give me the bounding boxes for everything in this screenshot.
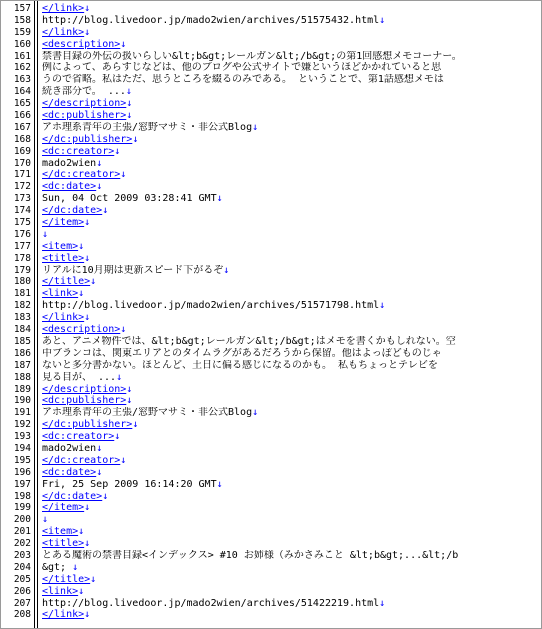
newline-marker-icon: ↓ bbox=[90, 573, 97, 585]
editor-line[interactable] bbox=[1, 443, 541, 455]
line-number: 189 bbox=[13, 383, 31, 395]
newline-marker-icon: ↓ bbox=[379, 597, 386, 609]
newline-marker-icon: ↓ bbox=[102, 205, 109, 217]
line-text: あと、アニメ物件では、&lt;b&gt;レールガン&lt;/b&gt;はメモを書くかもしれない。空 bbox=[42, 335, 456, 347]
line-text: http://blog.livedoor.jp/mado2wien/archives/51575432.html bbox=[42, 14, 380, 26]
xml-tag-text: <dc:publisher> bbox=[42, 395, 127, 407]
editor-line[interactable] bbox=[1, 146, 541, 158]
line-number: 167 bbox=[13, 121, 31, 133]
newline-marker-icon: ↓ bbox=[120, 169, 127, 181]
editor-line[interactable] bbox=[1, 479, 541, 491]
line-text: 見る目が、 ... bbox=[42, 371, 117, 383]
editor-line[interactable] bbox=[1, 562, 541, 574]
line-number: 163 bbox=[13, 74, 31, 86]
line-number: 198 bbox=[13, 490, 31, 502]
newline-marker-icon: ↓ bbox=[78, 585, 85, 597]
editor-line[interactable] bbox=[1, 348, 541, 360]
line-number: 207 bbox=[13, 597, 31, 609]
line-text: 例によって、あらすじなどは、他のブログや公式サイトで嫌というほどかかれていると思 bbox=[42, 62, 442, 74]
editor-line[interactable] bbox=[1, 253, 541, 265]
editor-line[interactable] bbox=[1, 609, 541, 621]
newline-marker-icon: ↓ bbox=[78, 240, 85, 252]
editor-line[interactable] bbox=[1, 574, 541, 586]
newline-marker-icon: ↓ bbox=[84, 609, 91, 621]
editor-line[interactable] bbox=[1, 526, 541, 538]
xml-tag-text: <title> bbox=[42, 538, 85, 550]
line-number: 208 bbox=[13, 609, 31, 621]
line-number: 170 bbox=[13, 157, 31, 169]
newline-marker-icon: ↓ bbox=[84, 26, 91, 38]
newline-marker-icon: ↓ bbox=[379, 300, 386, 312]
line-number: 161 bbox=[13, 50, 31, 62]
line-number: 194 bbox=[13, 442, 31, 454]
editor-line[interactable] bbox=[1, 407, 541, 419]
newline-marker-icon: ↓ bbox=[126, 383, 133, 395]
newline-marker-icon: ↓ bbox=[126, 110, 133, 122]
newline-marker-icon: ↓ bbox=[96, 157, 103, 169]
newline-marker-icon: ↓ bbox=[78, 526, 85, 538]
line-text: 続き部分で。 ... bbox=[42, 86, 126, 98]
newline-marker-icon: ↓ bbox=[379, 14, 386, 26]
editor-line[interactable] bbox=[1, 324, 541, 336]
editor-line[interactable] bbox=[1, 217, 541, 229]
editor-line[interactable] bbox=[1, 241, 541, 253]
newline-marker-icon: ↓ bbox=[96, 466, 103, 478]
editor-line[interactable] bbox=[1, 312, 541, 324]
xml-tag-text: </dc:creator> bbox=[42, 169, 121, 181]
newline-marker-icon: ↓ bbox=[90, 276, 97, 288]
xml-tag-text: </title> bbox=[42, 276, 91, 288]
editor-line[interactable] bbox=[1, 169, 541, 181]
xml-tag-text: <dc:creator> bbox=[42, 431, 115, 443]
xml-tag-text: </link> bbox=[42, 312, 85, 324]
line-number: 174 bbox=[13, 205, 31, 217]
xml-tag-text: <dc:date> bbox=[42, 466, 97, 478]
line-number: 205 bbox=[13, 573, 31, 585]
xml-tag-text: <link> bbox=[42, 585, 79, 597]
line-number: 178 bbox=[13, 252, 31, 264]
xml-tag-text: </dc:date> bbox=[42, 205, 103, 217]
newline-marker-icon: ↓ bbox=[116, 371, 123, 383]
line-number: 160 bbox=[13, 38, 31, 50]
line-text: うので省略。私はただ、思うところを綴るのみである。 ということで、第1話感想メモは bbox=[42, 74, 444, 86]
line-number: 171 bbox=[13, 169, 31, 181]
line-number: 206 bbox=[13, 585, 31, 597]
editor-line[interactable] bbox=[1, 134, 541, 146]
editor-line[interactable] bbox=[1, 276, 541, 288]
xml-tag-text: <item> bbox=[42, 240, 79, 252]
line-text: Fri, 25 Sep 2009 16:14:20 GMT bbox=[42, 478, 217, 490]
xml-tag-text: <item> bbox=[42, 526, 79, 538]
editor-line[interactable] bbox=[1, 51, 541, 63]
xml-tag-text: <description> bbox=[42, 38, 121, 50]
line-text: 中ブランコは、関東エリアとのタイムラグがあるだろうから保留。他はよっぽどものじゃ bbox=[42, 347, 442, 359]
xml-tag-text: </dc:creator> bbox=[42, 454, 121, 466]
editor-line[interactable] bbox=[1, 514, 541, 526]
line-number: 185 bbox=[13, 335, 31, 347]
editor-line[interactable] bbox=[1, 62, 541, 74]
line-number: 176 bbox=[13, 228, 31, 240]
xml-tag-text: </dc:publisher> bbox=[42, 133, 133, 145]
xml-tag-text: </dc:publisher> bbox=[42, 419, 133, 431]
line-number: 165 bbox=[13, 98, 31, 110]
editor-line[interactable] bbox=[1, 122, 541, 134]
editor-line[interactable] bbox=[1, 502, 541, 514]
line-text: とある魔術の禁書目録<インデックス> #10 お姉様（みかさみこと &lt;b&gt;...&lt;/b bbox=[42, 549, 459, 561]
xml-tag-text: </title> bbox=[42, 573, 91, 585]
editor-line[interactable] bbox=[1, 110, 541, 122]
xml-tag-text: <dc:publisher> bbox=[42, 110, 127, 122]
newline-marker-icon: ↓ bbox=[84, 502, 91, 514]
line-number: 157 bbox=[13, 3, 31, 14]
editor-line[interactable] bbox=[1, 205, 541, 217]
line-number: 184 bbox=[13, 324, 31, 336]
newline-marker-icon: ↓ bbox=[216, 478, 223, 490]
line-text: ないと多分書かない。ほとんど、土日に偏る感じになるのかも。 私もちょっとテレビを bbox=[42, 359, 438, 371]
editor-line[interactable] bbox=[1, 98, 541, 110]
editor-line[interactable] bbox=[1, 15, 541, 27]
newline-marker-icon: ↓ bbox=[84, 217, 91, 229]
editor-line[interactable] bbox=[1, 193, 541, 205]
newline-marker-icon: ↓ bbox=[114, 145, 121, 157]
newline-marker-icon: ↓ bbox=[126, 98, 133, 110]
newline-marker-icon: ↓ bbox=[114, 431, 121, 443]
line-text: 禁書目録の外伝の扱いらしい&lt;b&gt;レールガン&lt;/b&gt;の第1回感想メモコーナー。 bbox=[42, 50, 462, 62]
line-number: 159 bbox=[13, 26, 31, 38]
line-number: 199 bbox=[13, 502, 31, 514]
newline-marker-icon: ↓ bbox=[216, 193, 223, 205]
xml-tag-text: <title> bbox=[42, 252, 85, 264]
xml-tag-text: </item> bbox=[42, 217, 85, 229]
line-text: &gt; bbox=[42, 561, 73, 573]
newline-marker-icon: ↓ bbox=[120, 454, 127, 466]
newline-marker-icon: ↓ bbox=[223, 264, 230, 276]
line-number: 204 bbox=[13, 561, 31, 573]
line-number: 196 bbox=[13, 466, 31, 478]
line-number: 173 bbox=[13, 193, 31, 205]
xml-tag-text: <dc:date> bbox=[42, 181, 97, 193]
editor-line[interactable] bbox=[1, 598, 541, 610]
editor-line[interactable] bbox=[1, 265, 541, 277]
line-number: 177 bbox=[13, 240, 31, 252]
line-number: 172 bbox=[13, 181, 31, 193]
editor-line[interactable] bbox=[1, 288, 541, 300]
newline-marker-icon: ↓ bbox=[84, 312, 91, 324]
editor-line[interactable] bbox=[1, 300, 541, 312]
line-text: リアルに10月期は更新スピード下がるぞ bbox=[42, 264, 224, 276]
line-number: 201 bbox=[13, 526, 31, 538]
editor-line[interactable] bbox=[1, 229, 541, 241]
newline-marker-icon: ↓ bbox=[84, 3, 91, 14]
line-text: Sun, 04 Oct 2009 03:28:41 GMT bbox=[42, 193, 217, 205]
line-text: アホ理系青年の主張/窓野マサミ・非公式Blog bbox=[42, 121, 253, 133]
xml-tag-text: </link> bbox=[42, 26, 85, 38]
line-number: 191 bbox=[13, 407, 31, 419]
line-text: http://blog.livedoor.jp/mado2wien/archives/51422219.html bbox=[42, 597, 380, 609]
line-number: 183 bbox=[13, 312, 31, 324]
line-number: 203 bbox=[13, 549, 31, 561]
line-number: 164 bbox=[13, 86, 31, 98]
editor-line[interactable] bbox=[1, 538, 541, 550]
editor-line[interactable] bbox=[1, 467, 541, 479]
newline-marker-icon: ↓ bbox=[132, 419, 139, 431]
editor-line[interactable] bbox=[1, 586, 541, 598]
line-number: 190 bbox=[13, 395, 31, 407]
editor-line[interactable] bbox=[1, 360, 541, 372]
newline-marker-icon: ↓ bbox=[84, 538, 91, 550]
line-text: アホ理系青年の主張/窓野マサミ・非公式Blog bbox=[42, 407, 253, 419]
newline-marker-icon: ↓ bbox=[42, 514, 49, 526]
newline-marker-icon: ↓ bbox=[72, 561, 79, 573]
editor-line[interactable] bbox=[1, 491, 541, 503]
editor-lines[interactable] bbox=[1, 3, 541, 621]
xml-tag-text: <description> bbox=[42, 324, 121, 336]
editor-line[interactable] bbox=[1, 395, 541, 407]
newline-marker-icon: ↓ bbox=[120, 38, 127, 50]
line-number: 202 bbox=[13, 538, 31, 550]
newline-marker-icon: ↓ bbox=[132, 133, 139, 145]
editor-line[interactable] bbox=[1, 27, 541, 39]
xml-tag-text: </item> bbox=[42, 502, 85, 514]
newline-marker-icon: ↓ bbox=[120, 324, 127, 336]
editor-line[interactable] bbox=[1, 181, 541, 193]
line-number: 179 bbox=[13, 264, 31, 276]
line-text: http://blog.livedoor.jp/mado2wien/archives/51571798.html bbox=[42, 300, 380, 312]
editor-line[interactable] bbox=[1, 74, 541, 86]
editor-line[interactable] bbox=[1, 384, 541, 396]
newline-marker-icon: ↓ bbox=[102, 490, 109, 502]
line-number: 162 bbox=[13, 62, 31, 74]
newline-marker-icon: ↓ bbox=[252, 121, 259, 133]
line-number: 193 bbox=[13, 431, 31, 443]
line-number: 188 bbox=[13, 371, 31, 383]
line-number: 169 bbox=[13, 145, 31, 157]
newline-marker-icon: ↓ bbox=[252, 407, 259, 419]
editor-line[interactable] bbox=[1, 550, 541, 562]
line-text: mado2wien bbox=[42, 442, 97, 454]
line-number: 182 bbox=[13, 300, 31, 312]
line-number: 168 bbox=[13, 133, 31, 145]
newline-marker-icon: ↓ bbox=[96, 181, 103, 193]
editor-line[interactable] bbox=[1, 455, 541, 467]
editor-line[interactable] bbox=[1, 3, 541, 15]
xml-tag-text: </link> bbox=[42, 609, 85, 621]
newline-marker-icon: ↓ bbox=[126, 395, 133, 407]
editor-line[interactable] bbox=[1, 431, 541, 443]
line-number: 181 bbox=[13, 288, 31, 300]
editor-line[interactable] bbox=[1, 419, 541, 431]
editor-line[interactable] bbox=[1, 39, 541, 51]
newline-marker-icon: ↓ bbox=[42, 228, 49, 240]
xml-tag-text: <link> bbox=[42, 288, 79, 300]
line-number: 166 bbox=[13, 110, 31, 122]
line-number: 192 bbox=[13, 419, 31, 431]
line-number: 200 bbox=[13, 514, 31, 526]
line-number: 197 bbox=[13, 478, 31, 490]
newline-marker-icon: ↓ bbox=[84, 252, 91, 264]
newline-marker-icon: ↓ bbox=[125, 86, 132, 98]
line-text: mado2wien bbox=[42, 157, 97, 169]
editor-line[interactable] bbox=[1, 336, 541, 348]
newline-marker-icon: ↓ bbox=[78, 288, 85, 300]
xml-tag-text: </description> bbox=[42, 98, 127, 110]
xml-tag-text: </link> bbox=[42, 3, 85, 14]
xml-tag-text: <dc:creator> bbox=[42, 145, 115, 157]
editor-line[interactable] bbox=[1, 86, 541, 98]
xml-tag-text: </dc:date> bbox=[42, 490, 103, 502]
line-number: 180 bbox=[13, 276, 31, 288]
editor-line[interactable] bbox=[1, 158, 541, 170]
xml-tag-text: </description> bbox=[42, 383, 127, 395]
line-number: 187 bbox=[13, 359, 31, 371]
newline-marker-icon: ↓ bbox=[96, 442, 103, 454]
line-number: 175 bbox=[13, 217, 31, 229]
line-number: 195 bbox=[13, 454, 31, 466]
editor-line[interactable] bbox=[1, 372, 541, 384]
line-number: 186 bbox=[13, 347, 31, 359]
line-number: 158 bbox=[13, 14, 31, 26]
